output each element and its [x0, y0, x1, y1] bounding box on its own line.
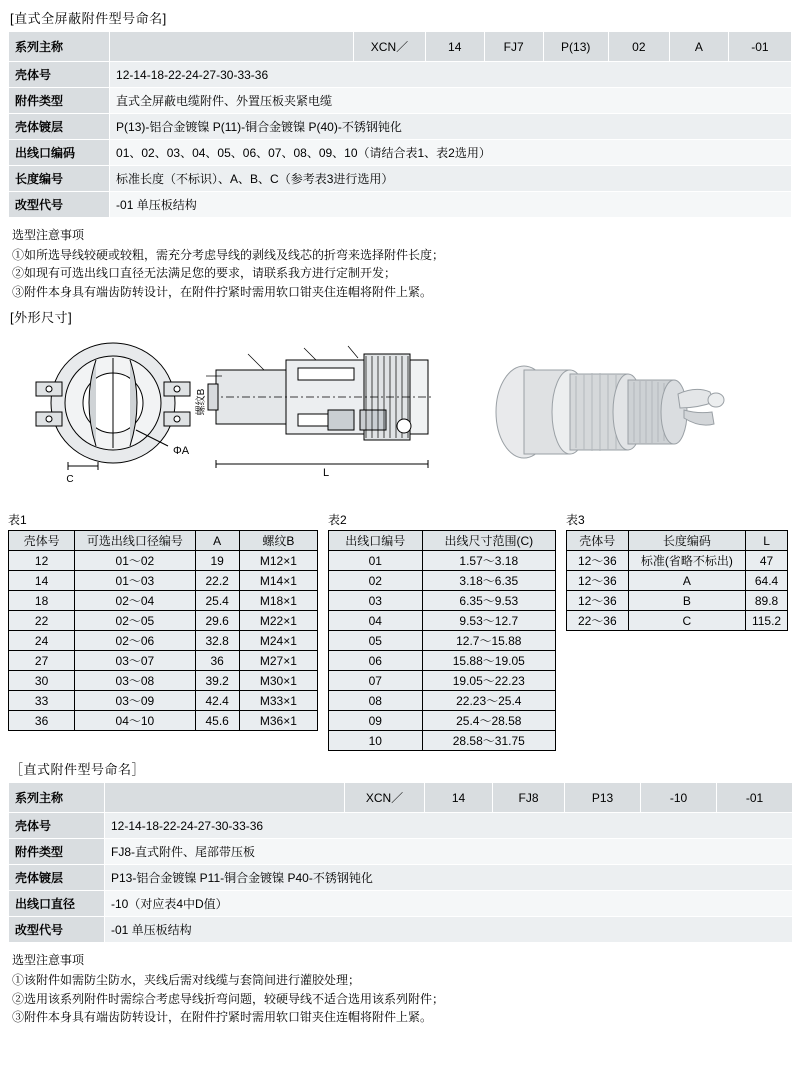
section1-row-5-value: -01 单压板结构	[110, 192, 792, 218]
section1-code-4: 02	[608, 32, 669, 62]
section2-title: ［直式附件型号命名］	[10, 762, 146, 778]
section2-row-4-label: 改型代号	[9, 917, 105, 943]
section1-header-label: 系列主称	[9, 32, 110, 62]
section2-row-4-value: -01 单压板结构	[105, 917, 793, 943]
section2-row-0	[9, 813, 793, 839]
table2-r2c0: 03	[329, 591, 423, 611]
table3-r2c2: 89.8	[746, 591, 788, 611]
table2-r4c0: 05	[329, 631, 423, 651]
table3	[566, 530, 788, 631]
table-row	[567, 611, 788, 631]
table3-r1c2: 64.4	[746, 571, 788, 591]
table2-r3c1: 9.53～12.7	[422, 611, 555, 631]
section1-title: [直式全屏蔽附件型号命名]	[10, 11, 167, 26]
table-row	[329, 651, 556, 671]
section2-code-5: -01	[717, 783, 793, 813]
table-row	[329, 631, 556, 651]
section2-row-1	[9, 839, 793, 865]
section1-code-3: P(13)	[543, 32, 608, 62]
table1-r0c0: 12	[9, 551, 75, 571]
section2-note-2: ③附件本身具有端齿防转设计，在附件拧紧时需用软口钳夹住连帽将附件上紧。	[12, 1010, 433, 1025]
section1-code-2: FJ7	[484, 32, 543, 62]
table-row	[329, 551, 556, 571]
section1-notes	[12, 226, 792, 301]
table1-r4c0: 24	[9, 631, 75, 651]
table-row	[567, 591, 788, 611]
table-row	[329, 731, 556, 751]
table-row	[9, 691, 318, 711]
section1-naming-table	[8, 31, 792, 218]
section1-note-1: ②如现有可选出线口直径无法满足您的要求，请联系我方进行定制开发；	[12, 266, 397, 281]
section1-row-3-label: 出线口编码	[9, 140, 110, 166]
table3-r0c0: 12～36	[567, 551, 629, 571]
table1-r2c3: M18×1	[239, 591, 317, 611]
section-view	[206, 346, 434, 468]
section1-code-1: 14	[425, 32, 484, 62]
table1-r7c0: 33	[9, 691, 75, 711]
table1-r1c1: 01～03	[75, 571, 195, 591]
table1	[8, 530, 318, 731]
section2-code-0: XCN／	[345, 783, 425, 813]
section2-row-0-label: 壳体号	[9, 813, 105, 839]
section2-header-row	[9, 783, 793, 813]
table2-r2c1: 6.35～9.53	[422, 591, 555, 611]
section2-row-0-value: 12-14-18-22-24-27-30-33-36	[105, 813, 793, 839]
section1-row-0-value: 12-14-18-22-24-27-30-33-36	[110, 62, 792, 88]
table1-r2c2: 25.4	[195, 591, 239, 611]
table2-r1c0: 02	[329, 571, 423, 591]
label-c: C	[66, 474, 74, 486]
table2-th-0: 出线口编号	[329, 531, 423, 551]
table2-r5c1: 15.88～19.05	[422, 651, 555, 671]
spec-tables-row	[8, 511, 792, 751]
table1-r6c3: M30×1	[239, 671, 317, 691]
table2-r8c0: 09	[329, 711, 423, 731]
table2-r9c0: 10	[329, 731, 423, 751]
table3-th-1: 长度编码	[628, 531, 746, 551]
table2-r0c1: 1.57～3.18	[422, 551, 555, 571]
table1-caption: 表1	[8, 513, 27, 528]
table2-th-1: 出线尺寸范围(C)	[422, 531, 555, 551]
section1-row-5-label: 改型代号	[9, 192, 110, 218]
section2-row-1-value: FJ8-直式附件、尾部带压板	[105, 839, 793, 865]
front-view	[36, 343, 190, 470]
section2-naming-table	[8, 782, 793, 943]
table3-r3c1: C	[628, 611, 746, 631]
table3-r2c0: 12～36	[567, 591, 629, 611]
table-row	[9, 631, 318, 651]
table1-r0c1: 01～02	[75, 551, 195, 571]
table1-r0c2: 19	[195, 551, 239, 571]
dimension-section-title: [外形尺寸]	[10, 310, 73, 326]
drawing-svg	[8, 330, 792, 505]
table1-r4c3: M24×1	[239, 631, 317, 651]
label-thread-b: 螺纹B	[196, 389, 207, 416]
section1-notes-title: 选型注意事项	[12, 228, 85, 242]
label-l: L	[322, 467, 330, 480]
section1-row-0-label: 壳体号	[9, 62, 110, 88]
section1-note-2: ③附件本身具有端齿防转设计，在附件拧紧时需用软口钳夹住连帽将附件上紧。	[12, 284, 433, 299]
section2-code-3: P13	[565, 783, 641, 813]
table-row	[9, 711, 318, 731]
table2-r7c1: 22.23～25.4	[422, 691, 555, 711]
table-row	[567, 571, 788, 591]
table1-r5c2: 36	[195, 651, 239, 671]
section1-row-2	[9, 114, 792, 140]
table3-r3c2: 115.2	[746, 611, 788, 631]
table2-r8c1: 25.4～28.58	[422, 711, 555, 731]
section2-row-2	[9, 865, 793, 891]
render-view	[496, 366, 724, 458]
table1-r2c1: 02～04	[75, 591, 195, 611]
section2-code-spacer	[105, 783, 345, 813]
table1-r2c0: 18	[9, 591, 75, 611]
label-phi-a: ΦA	[173, 445, 190, 458]
section2-row-3-label: 出线口直径	[9, 891, 105, 917]
table-row	[567, 551, 788, 571]
table-row	[329, 611, 556, 631]
table-row	[9, 591, 318, 611]
section1-code-5: A	[669, 32, 728, 62]
table-row	[329, 571, 556, 591]
table3-r1c0: 12～36	[567, 571, 629, 591]
table-row	[329, 711, 556, 731]
table1-header-row	[9, 531, 318, 551]
table3-th-0: 壳体号	[567, 531, 629, 551]
section1-row-1-label: 附件类型	[9, 88, 110, 114]
table2-r5c0: 06	[329, 651, 423, 671]
table-row	[329, 671, 556, 691]
section2-row-2-label: 壳体镀层	[9, 865, 105, 891]
table3-wrap	[566, 511, 788, 751]
table3-header-row	[567, 531, 788, 551]
table1-r0c3: M12×1	[239, 551, 317, 571]
table2-wrap	[328, 511, 556, 751]
section2-note-1: ②选用该系列附件时需综合考虑导线折弯问题，较硬导线不适合选用该系列附件；	[12, 991, 445, 1006]
section1-row-4	[9, 166, 792, 192]
table2	[328, 530, 556, 751]
table1-r7c3: M33×1	[239, 691, 317, 711]
section2-notes-title: 选型注意事项	[12, 953, 85, 968]
table2-r6c0: 07	[329, 671, 423, 691]
table1-r8c2: 45.6	[195, 711, 239, 731]
table2-r4c1: 12.7～15.88	[422, 631, 555, 651]
table1-r1c3: M14×1	[239, 571, 317, 591]
table3-r2c1: B	[628, 591, 746, 611]
section2-row-2-value: P13-铝合金镀镍 P11-铜合金镀镍 P40-不锈钢钝化	[105, 865, 793, 891]
section1-code-spacer	[110, 32, 354, 62]
table3-caption: 表3	[566, 513, 585, 528]
section1-row-2-label: 壳体镀层	[9, 114, 110, 140]
section2-row-3-value: -10（对应表4中D值）	[105, 891, 793, 917]
section1-header-row	[9, 32, 792, 62]
table-row	[9, 671, 318, 691]
table-row	[9, 571, 318, 591]
table1-th-0: 壳体号	[9, 531, 75, 551]
section1-row-1-value: 直式全屏蔽电缆附件、外置压板夹紧电缆	[110, 88, 792, 114]
table1-th-2: A	[195, 531, 239, 551]
table1-th-3: 螺纹B	[239, 531, 317, 551]
section1-row-3-value: 01、02、03、04、05、06、07、08、09、10（请结合表1、表2选用）	[110, 140, 792, 166]
table1-r3c2: 29.6	[195, 611, 239, 631]
section2-note-0: ①该附件如需防尘防水，夹线后需对线缆与套筒间进行灌胶处理；	[12, 972, 361, 987]
table1-r3c0: 22	[9, 611, 75, 631]
section1-row-4-value: 标准长度（不标识）、A、B、C（参考表3进行选用）	[110, 166, 792, 192]
table1-r3c3: M22×1	[239, 611, 317, 631]
table1-r6c1: 03～08	[75, 671, 195, 691]
table1-r5c0: 27	[9, 651, 75, 671]
section2-header-label: 系列主称	[9, 783, 105, 813]
section1-row-0	[9, 62, 792, 88]
section2-notes	[12, 951, 792, 1026]
table-row	[9, 551, 318, 571]
section1-code-6: -01	[728, 32, 791, 62]
table1-r5c1: 03～07	[75, 651, 195, 671]
section1-code-0: XCN／	[354, 32, 426, 62]
table1-r1c2: 22.2	[195, 571, 239, 591]
section1-row-4-label: 长度编号	[9, 166, 110, 192]
table1-r8c0: 36	[9, 711, 75, 731]
section1-row-5	[9, 192, 792, 218]
table1-r4c1: 02～06	[75, 631, 195, 651]
table3-r0c1: 标准(省略不标出)	[628, 551, 746, 571]
table1-r3c1: 02～05	[75, 611, 195, 631]
table1-r6c2: 39.2	[195, 671, 239, 691]
table1-r7c2: 42.4	[195, 691, 239, 711]
table1-r4c2: 32.8	[195, 631, 239, 651]
table2-r3c0: 04	[329, 611, 423, 631]
section2-row-3	[9, 891, 793, 917]
table1-wrap	[8, 511, 318, 751]
table1-th-1: 可选出线口径编号	[75, 531, 195, 551]
dimension-drawing	[8, 330, 792, 505]
section2-code-2: FJ8	[493, 783, 565, 813]
table-row	[9, 651, 318, 671]
table1-r1c0: 14	[9, 571, 75, 591]
table1-r8c1: 04～10	[75, 711, 195, 731]
section1-row-2-value: P(13)-铝合金镀镍 P(11)-铜合金镀镍 P(40)-不锈钢钝化	[110, 114, 792, 140]
table2-r9c1: 28.58～31.75	[422, 731, 555, 751]
table1-r7c1: 03～09	[75, 691, 195, 711]
table-row	[329, 591, 556, 611]
table1-r5c3: M27×1	[239, 651, 317, 671]
section1-row-3	[9, 140, 792, 166]
section1-row-1	[9, 88, 792, 114]
table2-header-row	[329, 531, 556, 551]
section2-code-4: -10	[641, 783, 717, 813]
table3-r0c2: 47	[746, 551, 788, 571]
table-row	[329, 691, 556, 711]
table1-r6c0: 30	[9, 671, 75, 691]
table3-r1c1: A	[628, 571, 746, 591]
table3-th-2: L	[746, 531, 788, 551]
section2-row-1-label: 附件类型	[9, 839, 105, 865]
table2-r0c0: 01	[329, 551, 423, 571]
table2-r7c0: 08	[329, 691, 423, 711]
table-row	[9, 611, 318, 631]
table2-r6c1: 19.05～22.23	[422, 671, 555, 691]
table2-r1c1: 3.18～6.35	[422, 571, 555, 591]
table1-r8c3: M36×1	[239, 711, 317, 731]
table2-caption: 表2	[328, 513, 347, 528]
section2-row-4	[9, 917, 793, 943]
section2-code-1: 14	[425, 783, 493, 813]
section1-note-0: ①如所选导线较硬或较粗，需充分考虑导线的剥线及线芯的折弯来选择附件长度；	[12, 247, 445, 262]
table3-r3c0: 22～36	[567, 611, 629, 631]
